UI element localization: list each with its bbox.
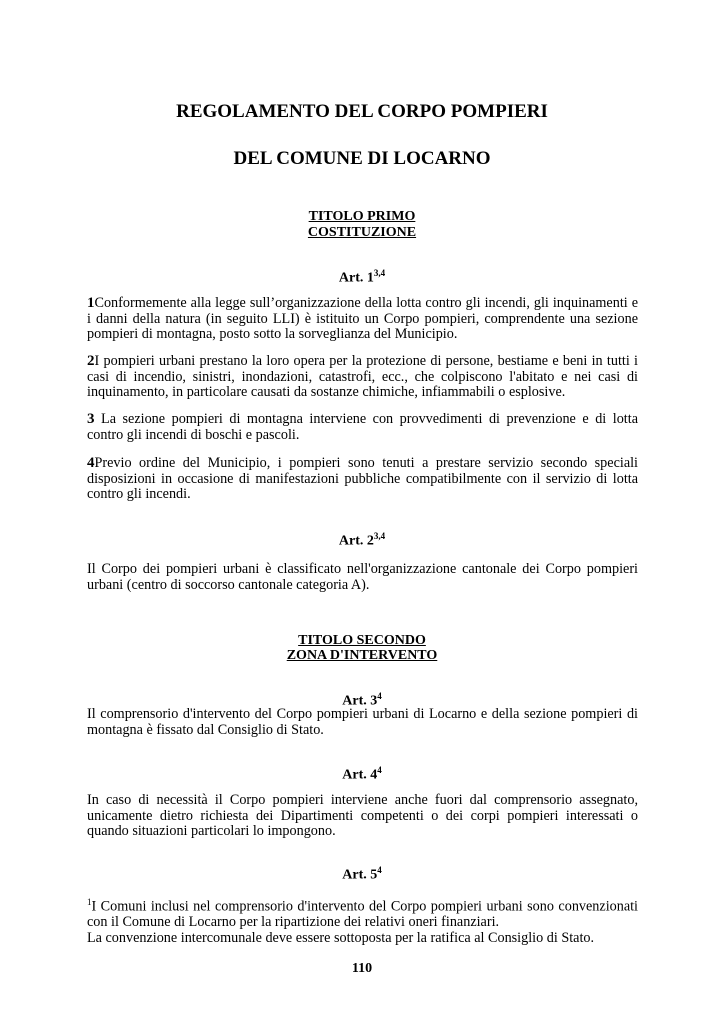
art1-sup: 3,4 xyxy=(373,268,386,278)
titolo-secondo-heading: TITOLO SECONDO xyxy=(298,633,426,648)
art2-heading xyxy=(0,531,724,550)
art1-para1 xyxy=(87,296,638,343)
art1-label: Art. 1 xyxy=(338,270,374,286)
art5-sup: 4 xyxy=(377,865,382,875)
art1-para3 xyxy=(87,412,638,443)
art1-heading xyxy=(0,268,724,287)
art3-sup: 4 xyxy=(377,691,382,701)
art3-text: Il comprensorio d'intervento del Corpo pompieri urbani di Locarno e della sezione pompieri di montagna è fissato dal Consiglio di Stato. xyxy=(87,706,638,738)
art4-sup: 4 xyxy=(377,765,382,775)
art2-text: Il Corpo dei pompieri urbani è classificato nell'organizzazione cantonale dei Corpo pompieri urbani (centro di soccorso cantonale categoria A). xyxy=(87,561,638,593)
art4-text: In caso di necessità il Corpo pompieri interviene anche fuori dal comprensorio assegnato, unicamente dietro richiesta dei Dipartimenti competenti o dei corpi pompieri interessati o quando situazioni particolari lo impongono. xyxy=(87,792,638,840)
document-title: REGOLAMENTO DEL CORPO POMPIERI xyxy=(176,101,548,122)
art5-heading xyxy=(0,865,724,884)
para-number: 1 xyxy=(87,897,92,907)
art2-sup: 3,4 xyxy=(373,531,386,541)
para-text-2: La convenzione intercomunale deve essere sottoposta per la ratifica al Consiglio di Stato. xyxy=(87,929,595,946)
art4-heading xyxy=(0,765,724,784)
para-number: 2 xyxy=(87,353,95,369)
titolo-primo-sub: COSTITUZIONE xyxy=(307,225,417,240)
para-number: 1 xyxy=(87,295,95,311)
art3-label: Art. 3 xyxy=(342,693,378,709)
art5-text xyxy=(87,895,638,947)
art1-para2 xyxy=(87,354,638,401)
art2-label: Art. 2 xyxy=(338,533,374,549)
para-text: Conformemente alla legge sull’organizzazione della lotta contro gli incendi, gli inquinamenti e i danni della natura (in seguito LLI) è istituito un Corpo pompieri, comprendente una sezione pompieri di montagna, posto sotto la sorveglianza del Municipio. xyxy=(87,295,638,343)
para-number: 3 xyxy=(87,411,95,427)
art5-label: Art. 5 xyxy=(342,867,378,883)
titolo-secondo-sub: ZONA D'INTERVENTO xyxy=(286,648,438,663)
document-subtitle: DEL COMUNE DI LOCARNO xyxy=(233,148,491,169)
para-text: La sezione pompieri di montagna interviene con provvedimenti di prevenzione e di lotta contro gli incendi di boschi e pascoli. xyxy=(87,411,638,443)
para-text: Previo ordine del Municipio, i pompieri sono tenuti a prestare servizio secondo speciali disposizioni in occasione di manifestazioni pubbliche compatibilmente con il servizio di lotta contro gli incendi. xyxy=(87,455,638,503)
para-text: I pompieri urbani prestano la loro opera per la protezione di persone, bestiame e beni in tutti i casi di incendio, sinistri, inondazioni, catastrofi, ecc., che colpiscono l'abitato e nei casi di inquinamento, in particolare causati da sostanze chimiche, infiammabili o esplosive. xyxy=(87,353,638,401)
art1-para4 xyxy=(87,456,638,503)
para-text: I Comuni inclusi nel comprensorio d'intervento del Corpo pompieri urbani sono convenzionati con il Comune di Locarno per la ripartizione dei relativi oneri finanziari. xyxy=(87,898,638,931)
para-number: 4 xyxy=(87,455,95,471)
titolo-primo-heading: TITOLO PRIMO xyxy=(308,209,416,224)
art4-label: Art. 4 xyxy=(342,767,378,783)
page-number: 110 xyxy=(351,961,373,976)
